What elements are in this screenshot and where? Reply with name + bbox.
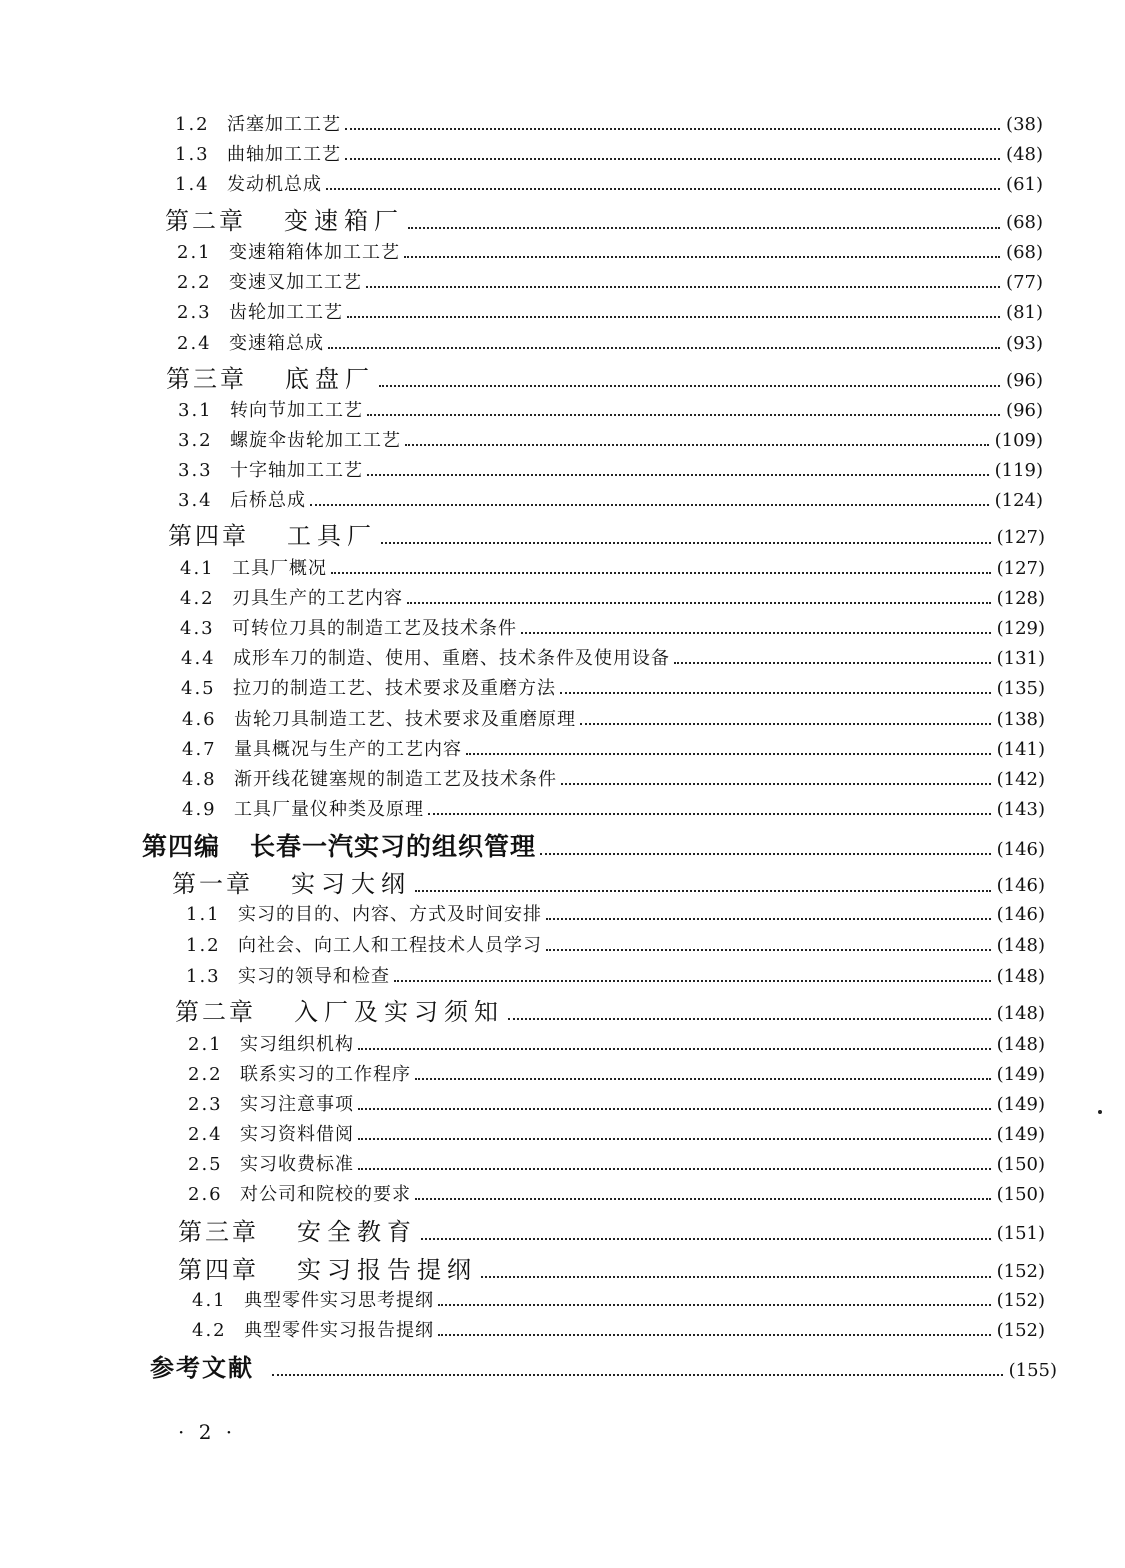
toc-entry-page: (148): [996, 935, 1045, 956]
dot-leader: [345, 128, 1000, 130]
toc-entry-page: (152): [996, 1290, 1045, 1311]
toc-entry-number: 4.1: [180, 558, 215, 579]
dot-leader: [560, 692, 991, 694]
toc-entry: [178, 432, 1043, 450]
toc-entry-number: 2.2: [177, 272, 212, 293]
toc-entry-page: (68): [1006, 242, 1043, 263]
dot-leader: [540, 853, 991, 855]
dot-leader: [415, 1198, 991, 1200]
toc-entry-page: (150): [996, 1184, 1045, 1205]
toc-entry-title: 变速箱总成: [229, 333, 324, 354]
toc-entry-title: 对公司和院校的要求: [240, 1184, 411, 1205]
toc-entry: [178, 462, 1043, 480]
dot-leader: [310, 504, 989, 506]
toc-chapter-title: 实习报告提纲: [297, 1256, 477, 1284]
dot-leader: [580, 723, 991, 725]
toc-entry-page: (96): [1006, 370, 1043, 391]
toc-entry-page: (141): [996, 739, 1045, 760]
toc-entry: [177, 304, 1043, 322]
toc-entry-page: (93): [1006, 333, 1043, 354]
toc-references: [150, 1356, 1057, 1380]
toc-entry-title: 后桥总成: [230, 490, 306, 511]
toc-chapter-number: 第四章: [178, 1256, 259, 1284]
toc-entry-number: 2.4: [188, 1124, 223, 1145]
toc-entry: [180, 560, 1045, 578]
toc-entry-title: 十字轴加工工艺: [230, 460, 363, 481]
toc-entry-title: 可转位刀具的制造工艺及技术条件: [232, 618, 517, 639]
dot-leader: [405, 444, 989, 446]
dot-leader: [394, 980, 991, 982]
dot-leader: [408, 227, 1000, 229]
toc-entry-page: (148): [996, 966, 1045, 987]
toc-entry-page: (131): [996, 648, 1045, 669]
toc-entry-number: 3.3: [178, 460, 213, 481]
toc-entry-page: (119): [994, 460, 1043, 481]
toc-entry-number: 1.2: [186, 935, 221, 956]
toc-chapter-title: 变速箱厂: [284, 207, 404, 235]
toc-chapter-number: 第二章: [165, 207, 246, 235]
dot-leader: [367, 414, 1000, 416]
toc-entry: [182, 801, 1045, 819]
dot-leader: [358, 1138, 991, 1140]
toc-entry: [178, 402, 1043, 420]
toc-entry-title: 曲轴加工工艺: [227, 144, 341, 165]
toc-entry-page: (149): [996, 1124, 1045, 1145]
dot-leader: [546, 949, 991, 951]
toc-entry-page: (138): [996, 709, 1045, 730]
toc-entry-page: (149): [996, 1064, 1045, 1085]
toc-entry-title: 变速箱箱体加工工艺: [229, 242, 400, 263]
toc-entry-page: (151): [996, 1223, 1045, 1244]
toc-entry-number: 1.2: [175, 114, 210, 135]
toc-entry: [186, 968, 1045, 986]
toc-chapter: [168, 524, 1045, 548]
toc-part-title: 长春一汽实习的组织管理: [250, 832, 537, 861]
toc-entry: [186, 906, 1045, 924]
toc-entry-page: (124): [994, 490, 1043, 511]
toc-entry-title: 发动机总成: [227, 174, 322, 195]
toc-part: [142, 834, 1045, 859]
toc-entry: [188, 1096, 1045, 1114]
toc-entry: [177, 274, 1043, 292]
dot-leader: [438, 1334, 991, 1336]
dot-leader: [272, 1374, 1003, 1376]
toc-entry-number: 4.1: [192, 1290, 227, 1311]
toc-entry-page: (142): [996, 769, 1045, 790]
toc-entry-title: 实习注意事项: [240, 1094, 354, 1115]
toc-entry: [192, 1292, 1045, 1310]
toc-references-title: 参考文献: [150, 1354, 254, 1382]
toc-entry-page: (81): [1006, 302, 1043, 323]
toc-entry: [188, 1036, 1045, 1054]
dot-leader: [674, 662, 991, 664]
toc-entry-page: (135): [996, 678, 1045, 699]
toc-entry-number: 4.7: [182, 739, 217, 760]
toc-entry-page: (152): [996, 1320, 1045, 1341]
toc-entry: [192, 1322, 1045, 1340]
toc-entry-title: 成形车刀的制造、使用、重磨、技术条件及使用设备: [233, 648, 670, 669]
toc-entry-title: 量具概况与生产的工艺内容: [234, 739, 462, 760]
toc-entry: [181, 680, 1045, 698]
toc-chapter-number: 第四章: [168, 522, 249, 550]
toc-entry: [188, 1186, 1045, 1204]
toc-entry-title: 实习组织机构: [240, 1034, 354, 1055]
dot-leader: [326, 188, 1000, 190]
scan-speck: [1098, 1110, 1102, 1114]
dot-leader: [358, 1048, 991, 1050]
toc-entry: [177, 244, 1043, 262]
toc-entry-page: (143): [996, 799, 1045, 820]
toc-entry-title: 工具厂概况: [232, 558, 327, 579]
toc-entry-page: (129): [996, 618, 1045, 639]
toc-chapter: [178, 1258, 1045, 1282]
toc-entry-number: 4.8: [182, 769, 217, 790]
toc-entry-page: (61): [1006, 174, 1043, 195]
toc-entry-page: (152): [996, 1261, 1045, 1282]
dot-leader: [481, 1276, 991, 1278]
toc-entry-number: 2.2: [188, 1064, 223, 1085]
toc-entry-page: (96): [1006, 400, 1043, 421]
toc-entry: [175, 146, 1043, 164]
toc-entry-page: (148): [996, 1003, 1045, 1024]
toc-entry-page: (149): [996, 1094, 1045, 1115]
dot-leader: [521, 632, 991, 634]
toc-entry-title: 变速叉加工工艺: [229, 272, 362, 293]
toc-entry-number: 4.2: [192, 1320, 227, 1341]
toc-entry: [180, 620, 1045, 638]
toc-entry-number: 1.3: [186, 966, 221, 987]
toc-entry-page: (128): [996, 588, 1045, 609]
toc-entry-page: (155): [1008, 1360, 1057, 1381]
toc-entry-page: (150): [996, 1154, 1045, 1175]
toc-entry: [178, 492, 1043, 510]
dot-leader: [379, 385, 1000, 387]
toc-entry-number: 2.5: [188, 1154, 223, 1175]
dot-leader: [561, 783, 991, 785]
toc-entry-title: 渐开线花键塞规的制造工艺及技术条件: [234, 769, 557, 790]
toc-entry-number: 1.3: [175, 144, 210, 165]
toc-entry-page: (68): [1006, 212, 1043, 233]
toc-chapter-number: 第三章: [166, 365, 247, 393]
toc-chapter-title: 工具厂: [287, 522, 377, 550]
toc-entry-page: (148): [996, 1034, 1045, 1055]
toc-chapter-number: 第二章: [175, 998, 256, 1026]
toc-entry: [175, 176, 1043, 194]
toc-entry-title: 螺旋伞齿轮加工工艺: [230, 430, 401, 451]
toc-chapter: [172, 872, 1045, 896]
toc-entry-title: 实习收费标准: [240, 1154, 354, 1175]
toc-entry-title: 拉刀的制造工艺、技术要求及重磨方法: [233, 678, 556, 699]
dot-leader: [404, 256, 1000, 258]
toc-entry-page: (38): [1006, 114, 1043, 135]
dot-leader: [415, 890, 991, 892]
toc-entry: [181, 650, 1045, 668]
toc-entry-number: 4.2: [180, 588, 215, 609]
dot-leader: [331, 572, 991, 574]
toc-entry-number: 2.3: [177, 302, 212, 323]
toc-chapter-number: 第三章: [178, 1218, 259, 1246]
page-number: · 2 ·: [178, 1420, 237, 1444]
dot-leader: [508, 1018, 991, 1020]
toc-entry-number: 1.4: [175, 174, 210, 195]
dot-leader: [407, 602, 991, 604]
dot-leader: [381, 542, 991, 544]
toc-chapter: [165, 209, 1043, 233]
toc-entry: [180, 590, 1045, 608]
toc-entry-page: (109): [994, 430, 1043, 451]
toc-entry-number: 4.4: [181, 648, 216, 669]
toc-entry: [175, 116, 1043, 134]
toc-chapter-title: 入厂及实习须知: [294, 998, 504, 1026]
toc-entry: [182, 741, 1045, 759]
toc-chapter: [175, 1000, 1045, 1024]
toc-chapter: [178, 1220, 1045, 1244]
toc-entry: [177, 335, 1043, 353]
toc-chapter-title: 实习大纲: [291, 870, 411, 898]
toc-entry-title: 典型零件实习思考提纲: [244, 1290, 434, 1311]
toc-entry-number: 2.1: [188, 1034, 223, 1055]
toc-entry-number: 2.3: [188, 1094, 223, 1115]
toc-chapter-title: 安全教育: [297, 1218, 417, 1246]
dot-leader: [347, 316, 1000, 318]
toc-entry-title: 活塞加工工艺: [227, 114, 341, 135]
toc-entry: [186, 937, 1045, 955]
toc-entry-page: (127): [996, 527, 1045, 548]
toc-entry: [182, 711, 1045, 729]
toc-entry-number: 4.9: [182, 799, 217, 820]
toc-entry: [188, 1066, 1045, 1084]
toc-entry-number: 2.6: [188, 1184, 223, 1205]
toc-chapter: [166, 367, 1043, 391]
dot-leader: [366, 286, 1000, 288]
toc-entry-number: 1.1: [186, 904, 221, 925]
toc-entry: [188, 1156, 1045, 1174]
toc-entry-number: 4.5: [181, 678, 216, 699]
toc-entry-number: 2.1: [177, 242, 212, 263]
toc-entry-number: 2.4: [177, 333, 212, 354]
toc-entry-title: 联系实习的工作程序: [240, 1064, 411, 1085]
toc-entry-number: 3.4: [178, 490, 213, 511]
toc-chapter-title: 底盘厂: [285, 365, 375, 393]
toc-entry-title: 实习的领导和检查: [238, 966, 390, 987]
dot-leader: [421, 1238, 991, 1240]
toc-entry-title: 实习资料借阅: [240, 1124, 354, 1145]
dot-leader: [546, 918, 991, 920]
toc-entry-title: 典型零件实习报告提纲: [244, 1320, 434, 1341]
toc-entry: [188, 1126, 1045, 1144]
dot-leader: [358, 1168, 991, 1170]
toc-entry-title: 齿轮刀具制造工艺、技术要求及重磨原理: [234, 709, 576, 730]
toc-entry-page: (146): [996, 904, 1045, 925]
toc-entry-number: 3.1: [178, 400, 213, 421]
toc-entry-title: 转向节加工工艺: [230, 400, 363, 421]
toc-entry-number: 4.3: [180, 618, 215, 639]
toc-entry-page: (127): [996, 558, 1045, 579]
toc-entry-number: 4.6: [182, 709, 217, 730]
toc-entry: [182, 771, 1045, 789]
toc-entry-title: 实习的目的、内容、方式及时间安排: [238, 904, 542, 925]
dot-leader: [415, 1078, 991, 1080]
dot-leader: [438, 1304, 991, 1306]
dot-leader: [358, 1108, 991, 1110]
dot-leader: [328, 347, 1000, 349]
dot-leader: [345, 158, 1000, 160]
toc-entry-page: (146): [996, 839, 1045, 860]
toc-entry-page: (77): [1006, 272, 1043, 293]
toc-entry-title: 齿轮加工工艺: [229, 302, 343, 323]
toc-chapter-number: 第一章: [172, 870, 253, 898]
dot-leader: [428, 813, 991, 815]
toc-entry-page: (146): [996, 875, 1045, 896]
dot-leader: [466, 753, 991, 755]
toc-entry-title: 向社会、向工人和工程技术人员学习: [238, 935, 542, 956]
dot-leader: [367, 474, 989, 476]
toc-entry-number: 3.2: [178, 430, 213, 451]
toc-entry-title: 工具厂量仪种类及原理: [234, 799, 424, 820]
toc-entry-page: (48): [1006, 144, 1043, 165]
toc-entry-title: 刃具生产的工艺内容: [232, 588, 403, 609]
toc-part-number: 第四编: [142, 832, 221, 861]
